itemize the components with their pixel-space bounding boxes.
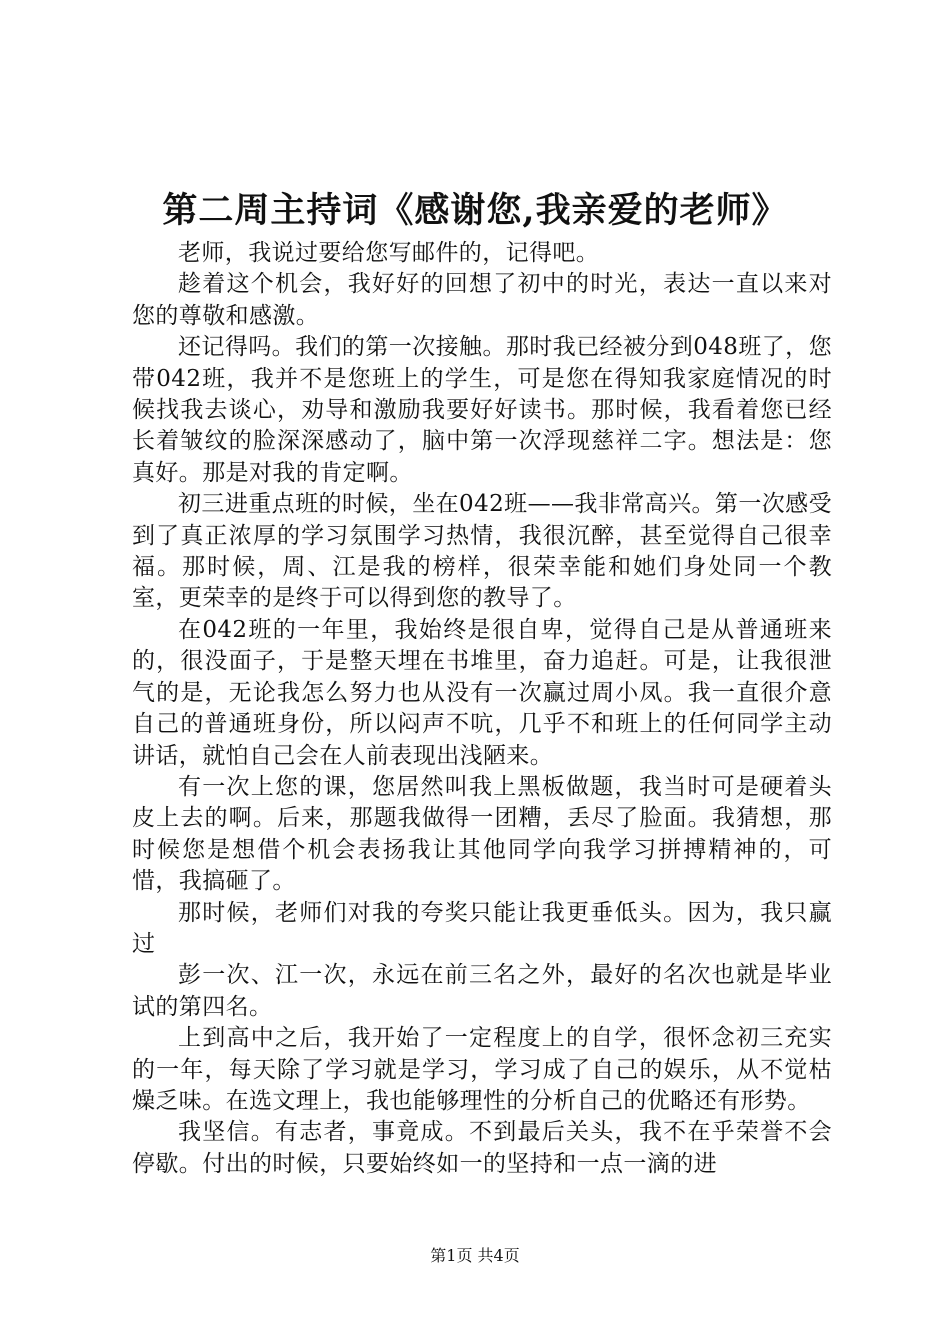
document-title: 第二周主持词《感谢您,我亲爱的老师》 (162, 190, 788, 231)
paragraph: 那时候，老师们对我的夸奖只能让我更垂低头。因为，我只赢过 (132, 899, 832, 957)
paragraph: 初三进重点班的时候，坐在042班——我非常高兴。第一次感受到了真正浓厚的学习氛围学习热情，我很沉醉，甚至觉得自己很幸福。那时候，周、江是我的榜样，很荣幸能和她们身处同一个教室，更荣幸的是终于可以得到您的教导了。 (132, 491, 832, 612)
paragraph: 趁着这个机会，我好好的回想了初中的时光，表达一直以来对您的尊敬和感激。 (132, 271, 832, 329)
paragraph: 老师，我说过要给您写邮件的，记得吧。 (178, 240, 600, 266)
paragraph: 我坚信。有志者，事竟成。不到最后关头，我不在乎荣誉不会停歇。付出的时候，只要始终如一的坚持和一点一滴的进 (132, 1119, 832, 1177)
paragraph: 在042班的一年里，我始终是很自卑，觉得自己是从普通班来的，很没面子，于是整天埋在书堆里，奋力追赶。可是，让我很泄气的是，无论我怎么努力也从没有一次赢过周小凤。我一直很介意自己的普通班身份，所以闷声不吭，几乎不和班上的任何同学主动讲话，就怕自己会在人前表现出浅陋来。 (132, 616, 832, 769)
paragraph: 上到高中之后，我开始了一定程度上的自学，很怀念初三充实的一年，每天除了学习就是学习，学习成了自己的娱乐，从不觉枯燥乏味。在选文理上，我也能够理性的分析自己的优略还有形势。 (132, 1025, 832, 1114)
document-body (132, 238, 832, 1180)
paragraph: 彭一次、江一次，永远在前三名之外，最好的名次也就是毕业试的第四名。 (132, 962, 832, 1020)
paragraph: 有一次上您的课，您居然叫我上黑板做题，我当时可是硬着头皮上去的啊。后来，那题我做得一团糟，丢尽了脸面。我猜想，那时候您是想借个机会表扬我让其他同学向我学习拼搏精神的，可惜，我搞砸了。 (132, 773, 832, 895)
page-number: 第1页 共4页 (430, 1246, 520, 1265)
paragraph: 还记得吗。我们的第一次接触。那时我已经被分到048班了，您带042班，我并不是您班上的学生，可是您在得知我家庭情况的时候找我去谈心，劝导和激励我要好好读书。那时候，我看着您已经长着皱纹的脸深深感动了，脑中第一次浮现慈祥二字。想法是：您真好。那是对我的肯定啊。 (132, 334, 832, 486)
